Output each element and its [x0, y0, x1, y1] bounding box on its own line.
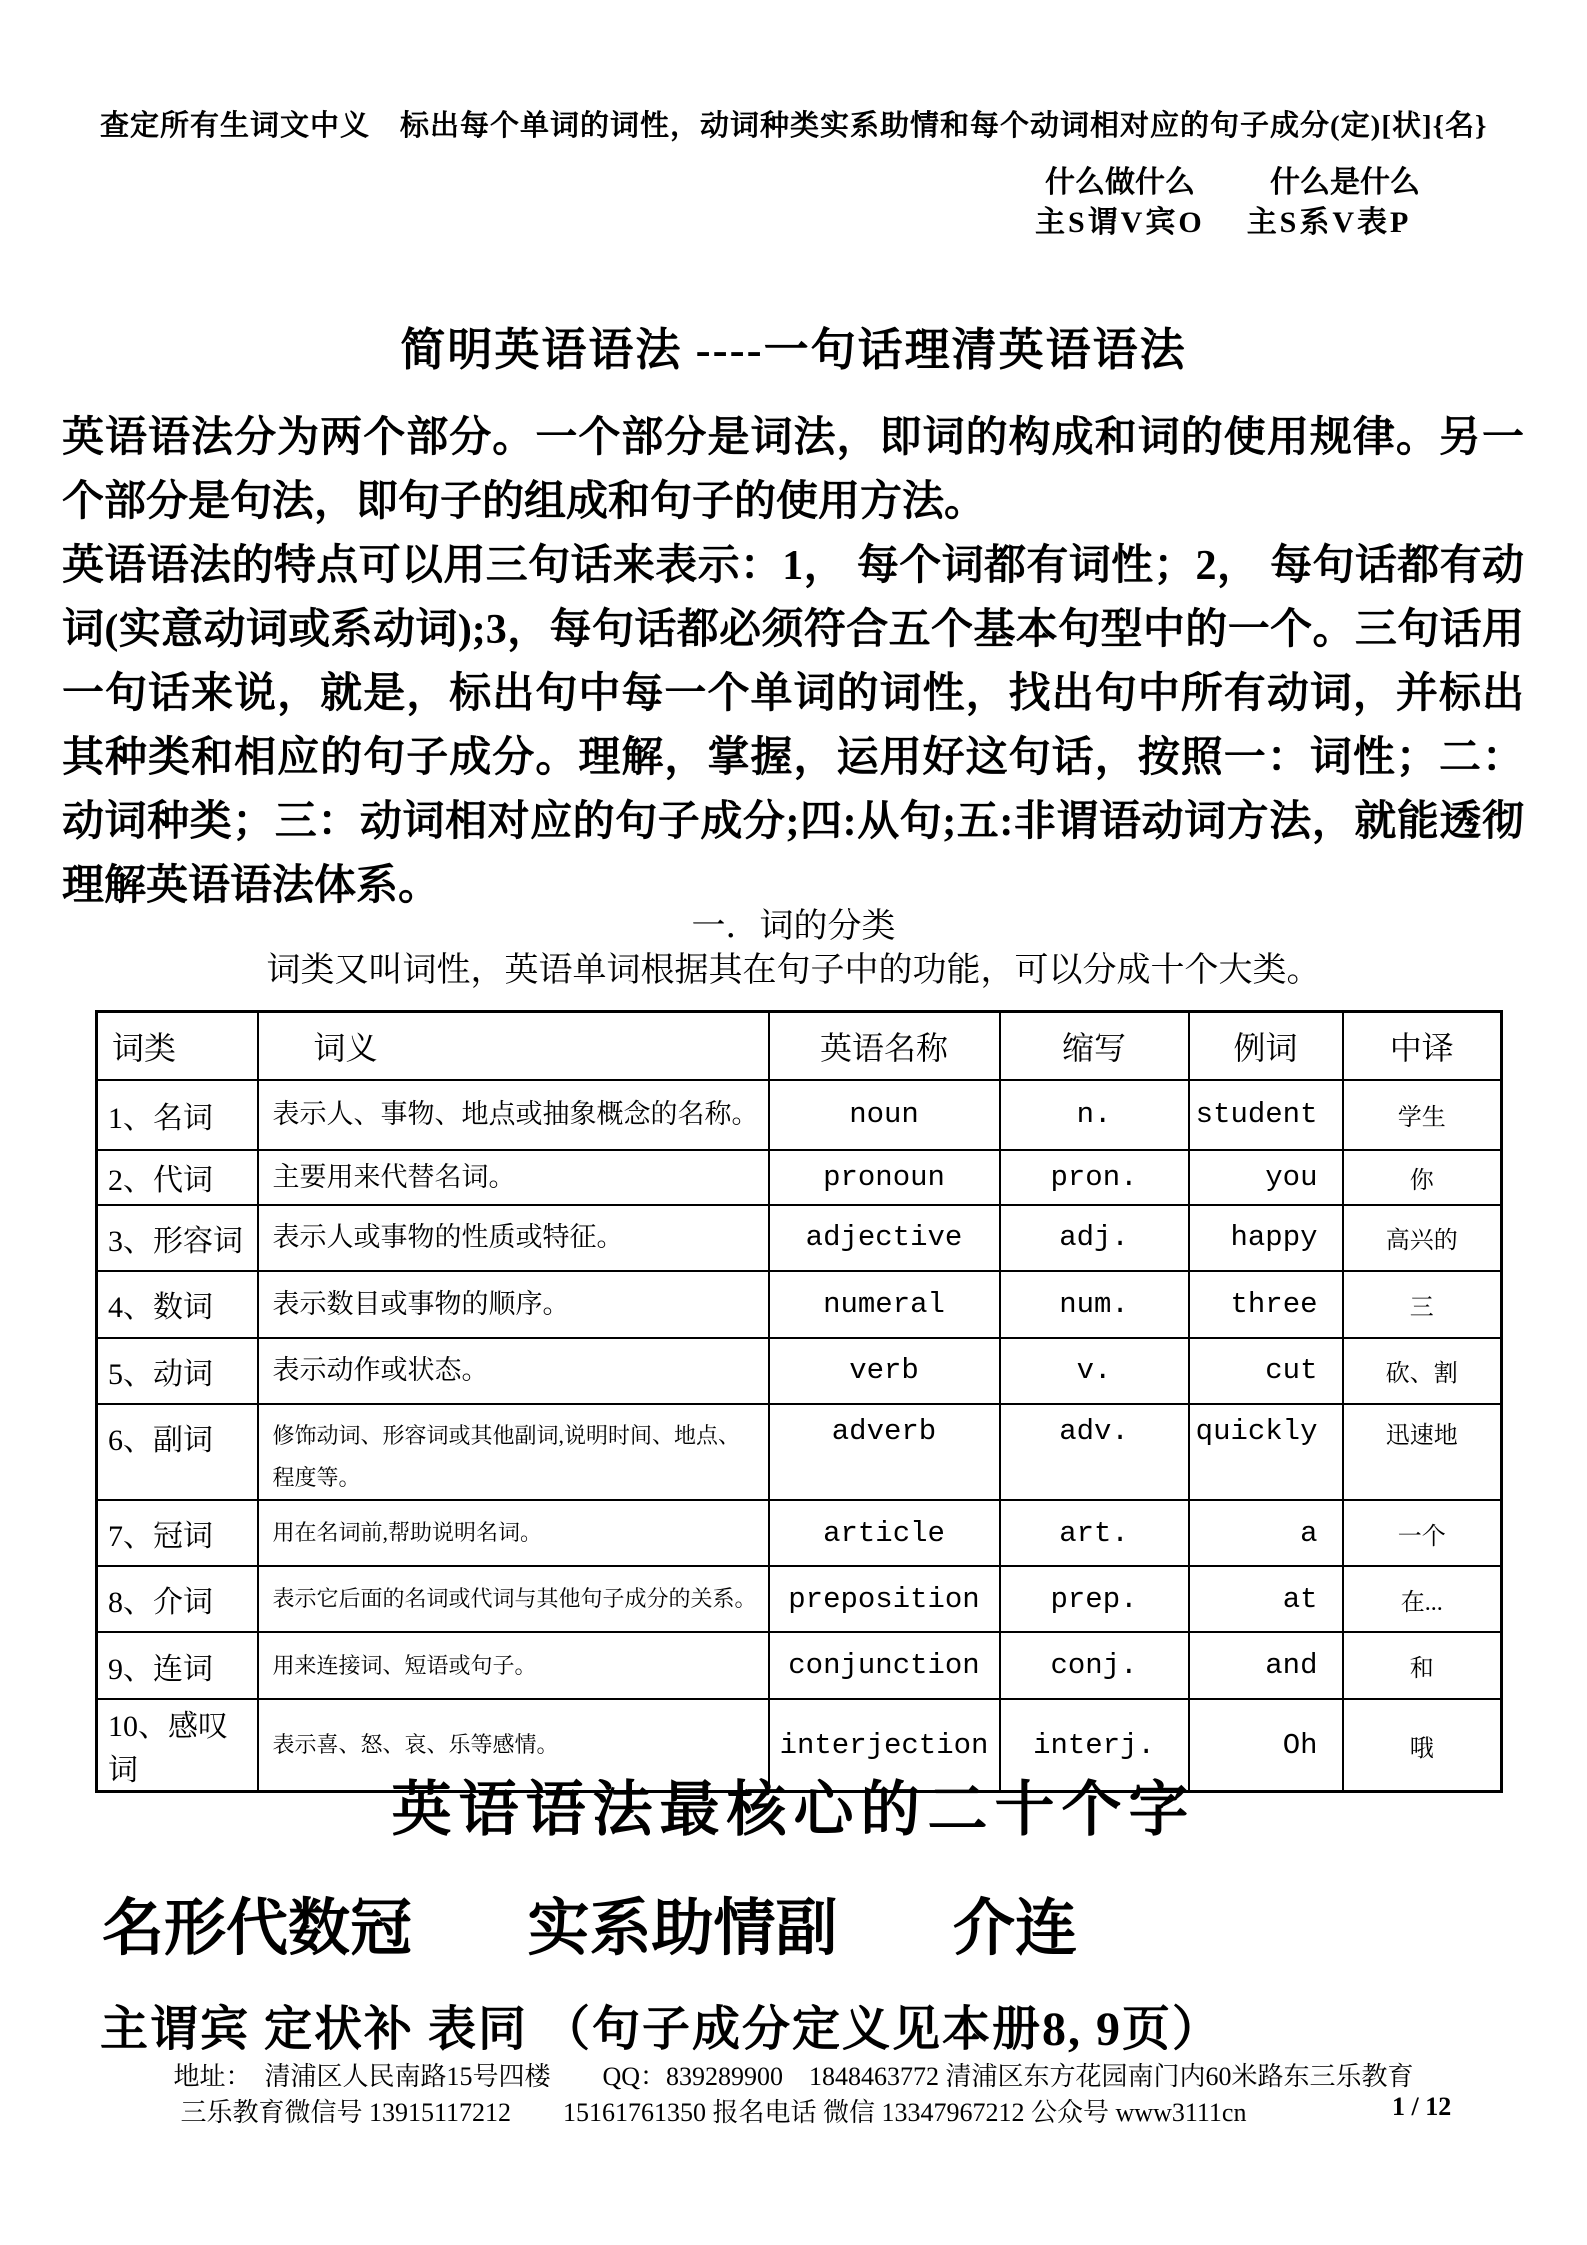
table-cell: 5、动词: [97, 1338, 258, 1404]
table-cell: num.: [1000, 1271, 1189, 1338]
footer-address-line: 地址： 清浦区人民南路15号四楼 QQ：839289900 1848463772 清浦区东方花园南门内60米路东三乐教育: [173, 2062, 1414, 2091]
table-cell: 表示数目或事物的顺序。: [258, 1271, 769, 1338]
intro-paragraphs: [62, 406, 1524, 918]
table-cell: 3、形容词: [97, 1205, 258, 1271]
table-row: [97, 1632, 1502, 1699]
table-cell: 和: [1343, 1632, 1502, 1699]
table-cell: at: [1189, 1566, 1343, 1632]
column-header: 词类: [97, 1012, 258, 1080]
table-cell: 10、感叹词: [97, 1699, 258, 1792]
table-cell: student: [1189, 1080, 1343, 1150]
table-cell: adverb: [769, 1404, 1000, 1501]
table-cell: cut: [1189, 1338, 1343, 1404]
table-row: [97, 1404, 1502, 1501]
pos-table-body: [97, 1080, 1502, 1792]
table-cell: 修饰动词、形容词或其他副词,说明时间、地点、程度等。: [258, 1404, 769, 1501]
section-heading: 一．词的分类: [691, 908, 896, 945]
table-row: [97, 1205, 1502, 1271]
table-cell: 表示人或事物的性质或特征。: [258, 1205, 769, 1271]
table-cell: 高兴的: [1343, 1205, 1502, 1271]
pos-table: [95, 1010, 1503, 1793]
pattern-be-label: 什么是什么: [1270, 166, 1420, 199]
table-cell: 学生: [1343, 1080, 1502, 1150]
column-header: 中译: [1343, 1012, 1502, 1080]
table-cell: conj.: [1000, 1632, 1189, 1699]
table-row: [97, 1080, 1502, 1150]
table-cell: art.: [1000, 1500, 1189, 1566]
table-cell: 1、名词: [97, 1080, 258, 1150]
core-group-1: 名形代数冠: [102, 1895, 413, 1963]
table-cell: 8、介词: [97, 1566, 258, 1632]
core-group-3: 介连: [953, 1895, 1078, 1963]
table-cell: interjection: [769, 1699, 1000, 1792]
table-cell: preposition: [769, 1566, 1000, 1632]
table-cell: 主要用来代替名词。: [258, 1150, 769, 1205]
table-cell: interj.: [1000, 1699, 1189, 1792]
structure-svp-label: 主S系V表P: [1246, 206, 1412, 239]
table-row: [97, 1566, 1502, 1632]
table-row: [97, 1338, 1502, 1404]
core-heading: 英语语法最核心的二十个字: [391, 1777, 1196, 1843]
table-cell: conjunction: [769, 1632, 1000, 1699]
page-title: 简明英语语法 ----一句话理清英语语法: [400, 325, 1187, 376]
header-annotation-line: 查定所有生词文中义 标出每个单词的词性，动词种类实系助情和每个动词相对应的句子成分(定)[状]{名}: [100, 110, 1488, 142]
pos-table-head: [97, 1012, 1502, 1080]
table-cell: 哦: [1343, 1699, 1502, 1792]
column-header: 词义: [258, 1012, 769, 1080]
table-cell: verb: [769, 1338, 1000, 1404]
intro-paragraph-2: 英语语法的特点可以用三句话来表示：1， 每个词都有词性；2， 每句话都有动词(实意动词或系动词);3，每句话都必须符合五个基本句型中的一个。三句话用一句话来说，就是，标出句中每一个单词的词性，找出句中所有动词，并标出其种类和相应的句子成分。理解，掌握，运用好这句话，按照一：词性；二：动词种类；三：动词相对应的句子成分;四:从句;五:非谓语动词方法，就能透彻理解英语语法体系。: [62, 543, 1524, 909]
table-cell: you: [1189, 1150, 1343, 1205]
table-cell: and: [1189, 1632, 1343, 1699]
table-cell: a: [1189, 1500, 1343, 1566]
table-cell: quickly: [1189, 1404, 1343, 1501]
table-cell: 砍、割: [1343, 1338, 1502, 1404]
table-cell: 一个: [1343, 1500, 1502, 1566]
table-cell: 6、副词: [97, 1404, 258, 1501]
table-cell: prep.: [1000, 1566, 1189, 1632]
table-cell: 迅速地: [1343, 1404, 1502, 1501]
table-cell: 7、冠词: [97, 1500, 258, 1566]
column-header: 英语名称: [769, 1012, 1000, 1080]
table-row: [97, 1150, 1502, 1205]
table-cell: noun: [769, 1080, 1000, 1150]
table-cell: 三: [1343, 1271, 1502, 1338]
table-header-row: [97, 1012, 1502, 1080]
table-cell: 表示动作或状态。: [258, 1338, 769, 1404]
core-sentence-elements: 主谓宾 定状补 表同 （句子成分定义见本册8, 9页）: [100, 2003, 1223, 2056]
core-group-2: 实系助情副: [527, 1895, 838, 1963]
table-cell: 表示人、事物、地点或抽象概念的名称。: [258, 1080, 769, 1150]
core-word-groups: [102, 1878, 1077, 1967]
column-header: 缩写: [1000, 1012, 1189, 1080]
table-cell: adjective: [769, 1205, 1000, 1271]
table-cell: 用来连接词、短语或句子。: [258, 1632, 769, 1699]
table-cell: pronoun: [769, 1150, 1000, 1205]
table-cell: adj.: [1000, 1205, 1189, 1271]
header-annotation-structures: [1035, 197, 1411, 241]
table-cell: article: [769, 1500, 1000, 1566]
intro-paragraph-1: 英语语法分为两个部分。一个部分是词法，即词的构成和词的使用规律。另一个部分是句法，即句子的组成和句子的使用方法。: [62, 415, 1524, 525]
table-cell: 表示喜、怒、哀、乐等感情。: [258, 1699, 769, 1792]
column-header: 例词: [1189, 1012, 1343, 1080]
table-cell: v.: [1000, 1338, 1189, 1404]
table-cell: Oh: [1189, 1699, 1343, 1792]
table-cell: 在...: [1343, 1566, 1502, 1632]
table-cell: pron.: [1000, 1150, 1189, 1205]
table-cell: adv.: [1000, 1404, 1189, 1501]
table-cell: n.: [1000, 1080, 1189, 1150]
table-cell: numeral: [769, 1271, 1000, 1338]
table-cell: happy: [1189, 1205, 1343, 1271]
table-cell: 9、连词: [97, 1632, 258, 1699]
page-number: 1 / 12: [1392, 2092, 1452, 2121]
table-cell: three: [1189, 1271, 1343, 1338]
section-subtitle: 词类又叫词性，英语单词根据其在句子中的功能，可以分成十个大类。: [266, 952, 1321, 989]
table-cell: 你: [1343, 1150, 1502, 1205]
table-cell: 表示它后面的名词或代词与其他句子成分的关系。: [258, 1566, 769, 1632]
table-row: [97, 1271, 1502, 1338]
table-cell: 2、代词: [97, 1150, 258, 1205]
table-cell: 4、数词: [97, 1271, 258, 1338]
table-cell: 用在名词前,帮助说明名词。: [258, 1500, 769, 1566]
header-annotation-patterns: [1045, 157, 1420, 201]
structure-svo-label: 主S谓V宾O: [1035, 206, 1205, 239]
footer-contact-line: 三乐教育微信号 13915117212 15161761350 报名电话 微信 13347967212 公众号 www3111cn: [180, 2098, 1247, 2127]
pattern-do-label: 什么做什么: [1045, 166, 1195, 199]
table-row: [97, 1500, 1502, 1566]
